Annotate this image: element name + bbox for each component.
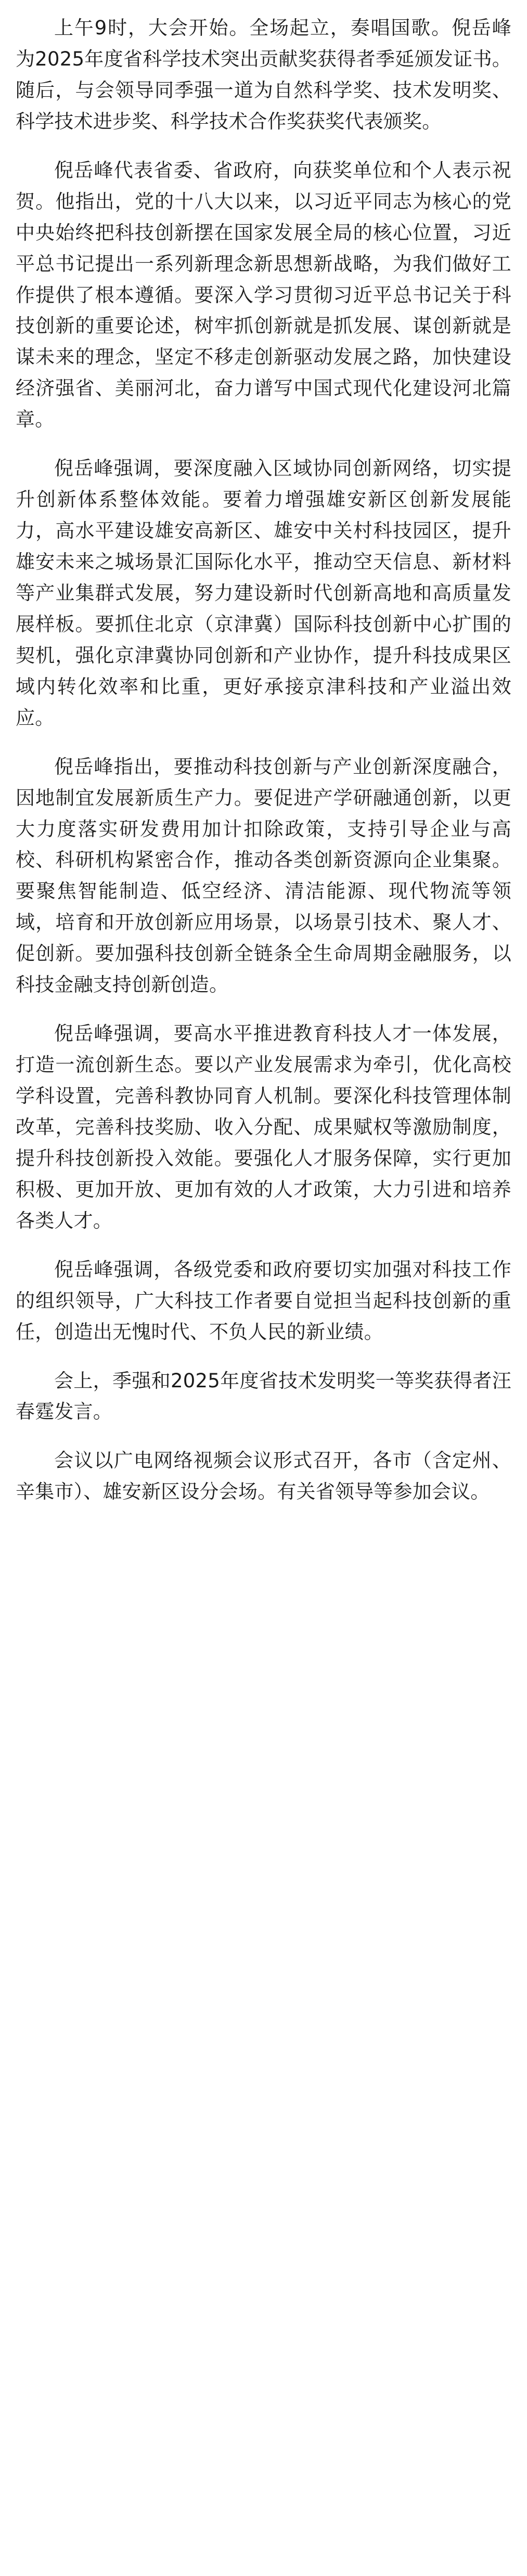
article-paragraph: 倪岳峰代表省委、省政府，向获奖单位和个人表示祝贺。他指出，党的十八大以来，以习近平同志为核心的党中央始终把科技创新摆在国家发展全局的核心位置，习近平总书记提出一系列新理念新思想新战略，为我们做好工作提供了根本遵循。要深入学习贯彻习近平总书记关于科技创新的重要论述，树牢抓创新就是抓发展、谋创新就是谋未来的理念，坚定不移走创新驱动发展之路，加快建设经济强省、美丽河北，奋力谱写中国式现代化建设河北篇章。 (16, 159, 511, 431)
article-paragraph: 倪岳峰强调，各级党委和政府要切实加强对科技工作的组织领导，广大科技工作者要自觉担当起科技创新的重任，创造出无愧时代、不负人民的新业绩。 (16, 1258, 511, 1343)
article-paragraph: 上午9时，大会开始。全场起立，奏唱国歌。倪岳峰为2025年度省科学技术突出贡献奖获得者季延颁发证书。随后，与会领导同季强一道为自然科学奖、技术发明奖、科学技术进步奖、科学技术合作奖获奖代表颁奖。 (16, 17, 511, 133)
article-paragraph: 会议以广电网络视频会议形式召开，各市（含定州、辛集市）、雄安新区设分会场。有关省领导等参加会议。 (16, 1449, 511, 1503)
article-paragraph: 会上，季强和2025年度省技术发明奖一等奖获得者汪春霆发言。 (16, 1369, 511, 1423)
article-paragraph: 倪岳峰指出，要推动科技创新与产业创新深度融合，因地制宜发展新质生产力。要促进产学研融通创新，以更大力度落实研发费用加计扣除政策，支持引导企业与高校、科研机构紧密合作，推动各类创新资源向企业集聚。要聚焦智能制造、低空经济、清洁能源、现代物流等领域，培育和开放创新应用场景，以场景引技术、聚人才、促创新。要加强科技创新全链条全生命周期金融服务，以科技金融支持创新创造。 (16, 755, 511, 996)
article-paragraph: 倪岳峰强调，要深度融入区域协同创新网络，切实提升创新体系整体效能。要着力增强雄安新区创新发展能力，高水平建设雄安高新区、雄安中关村科技园区，提升雄安未来之城场景汇国际化水平，推动空天信息、新材料等产业集群式发展，努力建设新时代创新高地和高质量发展样板。要抓住北京（京津冀）国际科技创新中心扩围的契机，强化京津冀协同创新和产业协作，提升科技成果区域内转化效率和比重，更好承接京津科技和产业溢出效应。 (16, 457, 511, 729)
article-paragraph: 倪岳峰强调，要高水平推进教育科技人才一体发展，打造一流创新生态。要以产业发展需求为牵引，优化高校学科设置，完善科教协同育人机制。要深化科技管理体制改革，完善科技奖励、收入分配、成果赋权等激励制度，提升科技创新投入效能。要强化人才服务保障，实行更加积极、更加开放、更加有效的人才政策，大力引进和培养各类人才。 (16, 1022, 511, 1232)
